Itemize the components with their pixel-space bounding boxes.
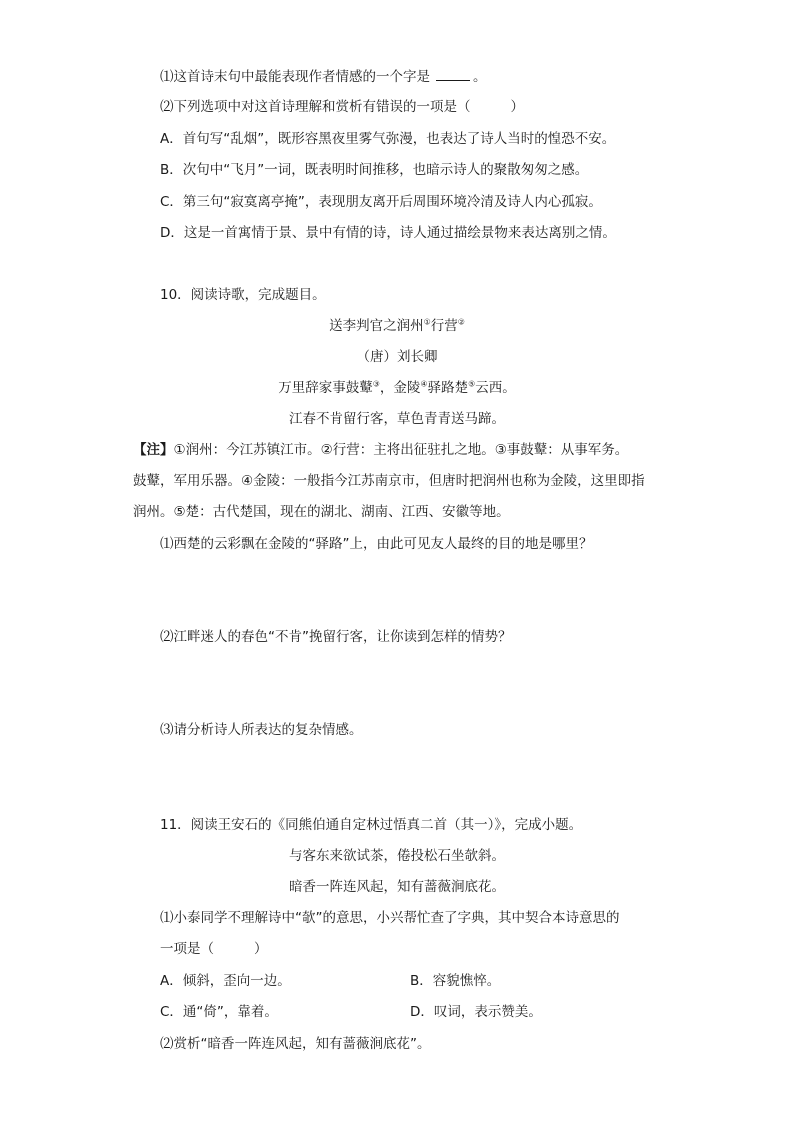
q11-poem-line2: 暗香一阵连风起，知有蔷薇涧底花。: [289, 879, 505, 895]
note-ref: ⑤: [468, 379, 476, 389]
q10-poem-line2: 江春不肯留行客，草色青青送马蹄。: [289, 411, 505, 427]
q9-option-d: D．这是一首寓情于景、景中有情的诗，诗人通过描绘景物来表达离别之情。: [160, 225, 616, 241]
q11-sub1-text: 一项是（: [160, 941, 214, 957]
q9-sub2: [160, 97, 524, 117]
note-ref: ②: [457, 317, 465, 327]
q9-option-b: B．次句中“飞月”一词，既表明时间推移，也暗示诗人的聚散匆匆之感。: [160, 162, 589, 178]
q11-sub1-line1: ⑴小泰同学不理解诗中“欹”的意思，小兴帮忙查了字典，其中契合本诗意思的: [160, 910, 620, 926]
poem-title-part: 行营: [430, 318, 458, 334]
note-ref: ④: [420, 379, 428, 389]
q11-option-b: B．容貌憔悴。: [410, 973, 501, 989]
q10-note-line1: [133, 440, 628, 460]
q9-sub2-close: ）: [510, 99, 524, 115]
q10-sub2: ⑵江畔迷人的春色“不肯”挽留行客，让你读到怎样的情势？: [160, 629, 512, 645]
poem-line-part: 驿路楚: [427, 380, 469, 396]
q10-poem-line1: [0, 378, 794, 398]
q9-sub1-end: 。: [473, 69, 487, 85]
q10-note-line3: 润州。⑤楚：古代楚国，现在的湖北、湖南、江西、安徽等地。: [133, 504, 510, 520]
answer-blank[interactable]: [436, 66, 470, 81]
poem-line-part: ，金陵: [379, 380, 421, 396]
q10-note-line2: 鼓鼙，军用乐器。④金陵：一般指今江苏南京市，但唐时把润州也称为金陵，这里即指: [133, 473, 645, 489]
note-label: 【注】: [133, 442, 174, 458]
q9-option-c: C．第三句“寂寞离亭掩”，表现朋友离开后周围环境冷清及诗人内心孤寂。: [160, 194, 602, 210]
q11-option-a: A．倾斜，歪向一边。: [160, 973, 291, 989]
q11-sub1-line2: [160, 939, 268, 959]
q9-option-a: A．首句写“乱烟”，既形容黑夜里雾气弥漫，也表达了诗人当时的惶恐不安。: [160, 131, 616, 147]
q11-option-d: D．叹词，表示赞美。: [410, 1004, 542, 1020]
q10-author: （唐）刘长卿: [356, 349, 438, 365]
q11-sub1-close: ）: [254, 941, 268, 957]
poem-line-part: 云西。: [475, 380, 516, 396]
q10-sub1: ⑴西楚的云彩飘在金陵的“驿路”上，由此可见友人最终的目的地是哪里？: [160, 536, 593, 552]
q11-sub2: ⑵赏析“暗香一阵连风起，知有蔷薇涧底花”。: [160, 1036, 431, 1052]
q11-option-c: C．通“倚”，靠着。: [160, 1004, 278, 1020]
q11-heading: 11．阅读王安石的《同熊伯通自定林过悟真二首（其一）》，完成小题。: [160, 817, 583, 833]
q10-sub3: ⑶请分析诗人所表达的复杂情感。: [160, 722, 363, 738]
q10-heading: 10．阅读诗歌，完成题目。: [160, 287, 326, 303]
q10-poem-title: [0, 316, 794, 336]
q9-sub1-text: ⑴这首诗末句中最能表现作者情感的一个字是: [160, 69, 430, 85]
poem-line-part: 万里辞家事鼓鼙: [278, 380, 373, 396]
note-ref: ①: [423, 317, 431, 327]
q9-sub1: [160, 66, 487, 87]
q11-options-row1: [160, 971, 501, 991]
q11-poem-line1: 与客东来欲试茶，倦投松石坐欹斜。: [289, 848, 505, 864]
q9-sub2-text: ⑵下列选项中对这首诗理解和赏析有错误的一项是（: [160, 99, 471, 115]
note-ref: ③: [372, 379, 380, 389]
poem-title-part: 送李判官之润州: [329, 318, 424, 334]
q11-options-row2: [160, 1002, 542, 1022]
note-text: ①润州：今江苏镇江市。②行营：主将出征驻扎之地。③事鼓鼙：从事军务。: [173, 442, 629, 458]
